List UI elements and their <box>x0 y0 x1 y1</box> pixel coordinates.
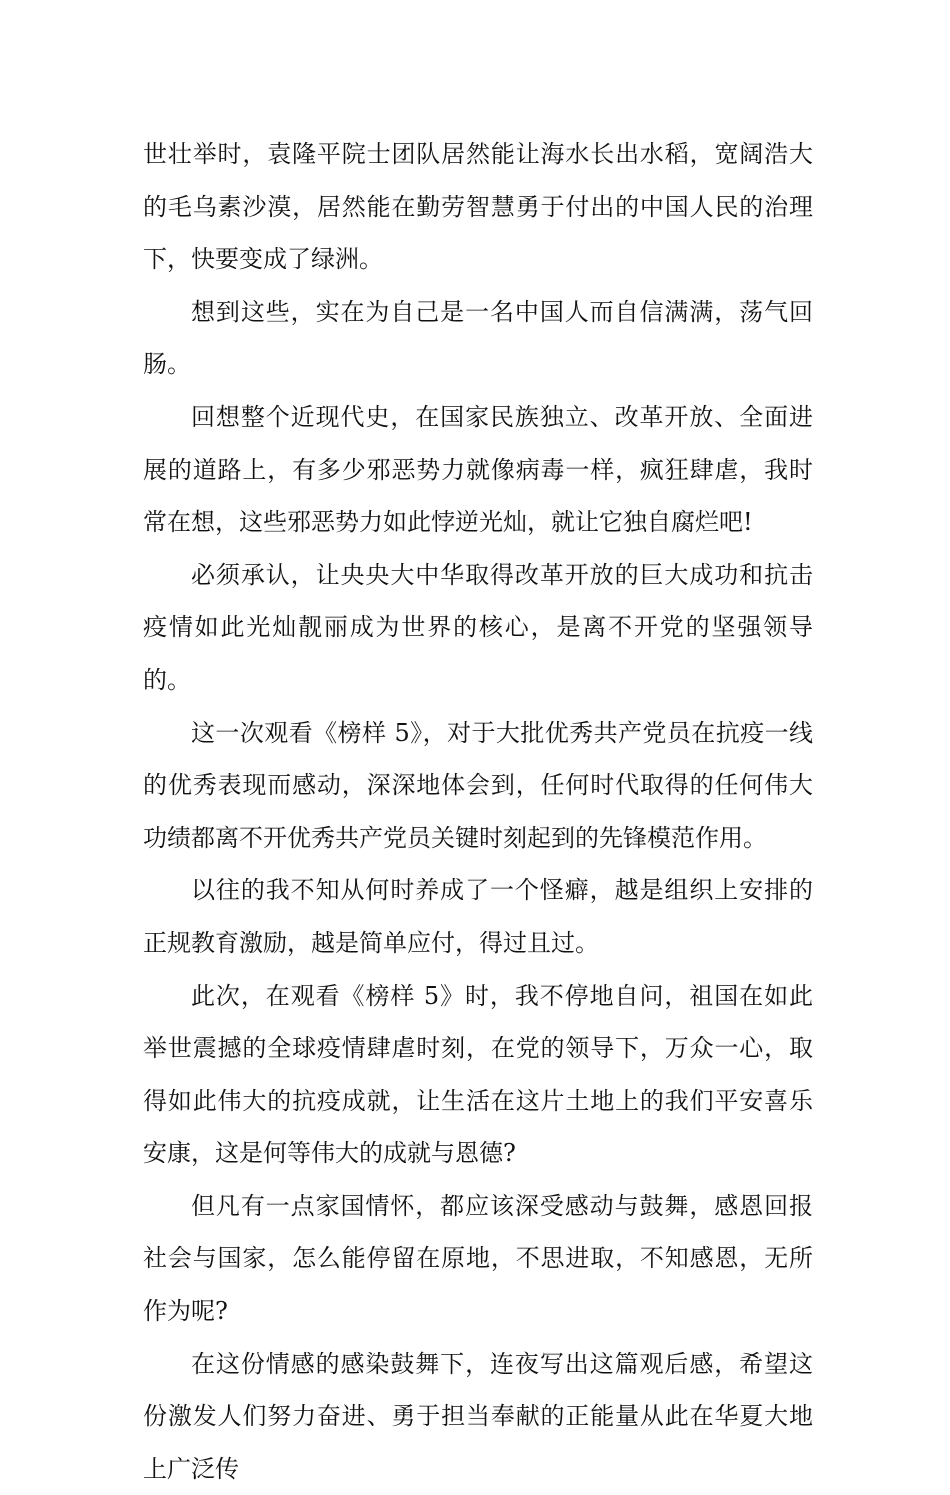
paragraph: 必须承认，让央央大中华取得改革开放的巨大成功和抗击疫情如此光灿靓丽成为世界的核心，是离不开党的坚强领导的。 <box>143 560 813 694</box>
paragraph: 想到这些，实在为自己是一名中国人而自信满满，荡气回肠。 <box>143 297 813 379</box>
paragraph: 此次，在观看《榜样 5》时，我不停地自问，祖国在如此举世震撼的全球疫情肆虐时刻，在党的领导下，万众一心，取得如此伟大的抗疫成就，让生活在这片土地上的我们平安喜乐安康，这是何等伟大的成就与恩德? <box>143 981 813 1168</box>
document-body <box>143 128 813 1495</box>
paragraph: 这一次观看《榜样 5》，对于大批优秀共产党员在抗疫一线的优秀表现而感动，深深地体会到，任何时代取得的任何伟大功绩都离不开优秀共产党员关键时刻起到的先锋模范作用。 <box>143 718 813 852</box>
paragraph: 回想整个近现代史，在国家民族独立、改革开放、全面进展的道路上，有多少邪恶势力就像病毒一样，疯狂肆虐，我时常在想，这些邪恶势力如此悖逆光灿，就让它独自腐烂吧! <box>143 402 813 537</box>
paragraph: 但凡有一点家国情怀，都应该深受感动与鼓舞，感恩回报社会与国家，怎么能停留在原地，不思进取，不知感恩，无所作为呢? <box>143 1191 813 1326</box>
paragraph: 世壮举时，袁隆平院士团队居然能让海水长出水稻，宽阔浩大的毛乌素沙漠，居然能在勤劳智慧勇于付出的中国人民的治理下，快要变成了绿洲。 <box>143 140 813 274</box>
paragraph: 以往的我不知从何时养成了一个怪癖，越是组织上安排的正规教育激励，越是简单应付，得过且过。 <box>143 876 813 957</box>
paragraph: 在这份情感的感染鼓舞下，连夜写出这篇观后感，希望这份激发人们努力奋进、勇于担当奉献的正能量从此在华夏大地上广泛传 <box>143 1349 813 1483</box>
